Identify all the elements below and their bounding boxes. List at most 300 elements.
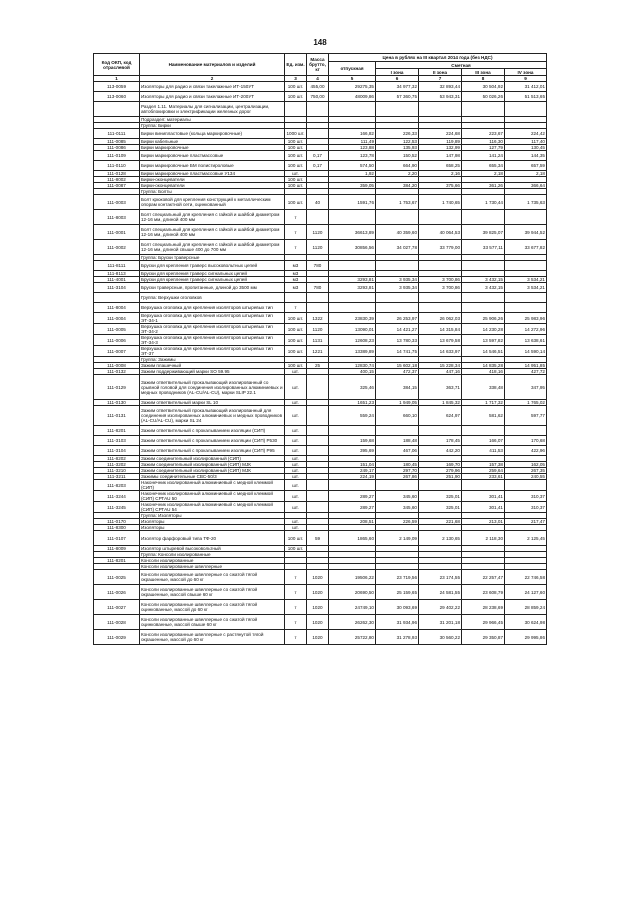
cell-name: Консоли изолированные швеллерные со сжатой тягой окрашенные, массой до 60 кг (140, 570, 285, 585)
section-row (94, 293, 547, 303)
cell-code: 111-3211 (94, 474, 140, 480)
section-title: Группа: Бруски траверсные (140, 255, 285, 261)
cell-zone-4 (505, 210, 547, 225)
empty-cell (419, 293, 462, 303)
cell-zone-4: 267,35 (505, 468, 547, 474)
cell-name: Зажим соединительный изолированный (СИП) (140, 456, 285, 462)
cell-zone-1: 23 719,56 (376, 570, 419, 585)
col-number: 9 (505, 76, 547, 82)
cell-zone-1: 664,90 (376, 161, 419, 171)
cell-mass: 1322 (307, 313, 329, 324)
cell-zone-4: 427,72 (505, 369, 547, 375)
cell-zone-1: 226,59 (376, 519, 419, 525)
cell-unit: 100 шт. (285, 183, 307, 189)
cell-zone-2: 178,45 (419, 436, 462, 446)
cell-zone-3: 29 350,87 (462, 630, 505, 645)
cell-zone-2: 169,70 (419, 462, 462, 468)
cell-zone-1: 34 027,78 (376, 240, 419, 255)
col-number: 8 (462, 76, 505, 82)
cell-unit: шт. (285, 369, 307, 375)
table-row (94, 480, 547, 491)
cell-code: 111-8203 (94, 480, 140, 491)
cell-zone-2: 447,16 (419, 369, 462, 375)
table-row (94, 82, 547, 92)
cell-zone-3 (462, 210, 505, 225)
header-release: отпускная (329, 62, 376, 76)
cell-release-price: 1651,23 (329, 400, 376, 406)
cell-zone-4: 1 765,02 (505, 400, 547, 406)
cell-release-price: 19506,22 (329, 570, 376, 585)
cell-zone-1 (376, 261, 419, 271)
cell-zone-2: 119,89 (419, 139, 462, 145)
cell-zone-4: 13 638,61 (505, 335, 547, 346)
cell-zone-3: 2 118,30 (462, 531, 505, 546)
cell-name: Бруски для крепления траверс сигнальных цепей (140, 271, 285, 277)
cell-zone-1: 297,70 (376, 468, 419, 474)
cell-mass: 1221 (307, 346, 329, 357)
cell-mass (307, 502, 329, 513)
cell-zone-3 (462, 303, 505, 313)
cell-name: Зажим поддерживающий марки SO 59.95 (140, 369, 285, 375)
cell-code: 111-0170 (94, 519, 140, 525)
cell-code: 111-8002 (94, 177, 140, 183)
cell-code: 111-3104 (94, 283, 140, 293)
cell-unit: м3 (285, 271, 307, 277)
cell-mass: 455,00 (307, 82, 329, 92)
cell-zone-4: 1 735,63 (505, 195, 547, 210)
cell-code: 111-0006 (94, 335, 140, 346)
cell-zone-2: 325,01 (419, 491, 462, 502)
cell-name: Верхушка оголовка для крепления изоляторов штыревых тип ЭТ-34-3 (140, 335, 285, 346)
cell-name: Консоли изолированные швеллерные с растянутой тягой окрашенные, массой до 60 кг (140, 630, 285, 645)
cell-code: 111-8300 (94, 525, 140, 531)
cell-mass (307, 303, 329, 313)
cell-unit: 100 шт. (285, 151, 307, 161)
table-row (94, 195, 547, 210)
cell-zone-4: 240,55 (505, 474, 547, 480)
cell-zone-4: 14 590,14 (505, 346, 547, 357)
cell-unit: 100 шт. (285, 195, 307, 210)
cell-name: Наконечник изолированный алюминиевый с медной клеммой (СИП) СРТАU 54 (140, 502, 285, 513)
cell-code: 111-8004 (94, 303, 140, 313)
cell-unit: т (285, 615, 307, 630)
cell-unit: 100 шт. (285, 139, 307, 145)
cell-zone-3: 25 906,26 (462, 313, 505, 324)
cell-zone-2: 30 560,22 (419, 630, 462, 645)
cell-name: Бирки маркировочные пластмассовые У134 (140, 171, 285, 177)
cell-mass (307, 436, 329, 446)
cell-name: Зажим соединительный изолированный (СИП) МЈК (140, 468, 285, 474)
empty-cell (285, 293, 307, 303)
cell-zone-1: 345,60 (376, 502, 419, 513)
cell-name: Наконечник изолированный алюминиевый с медной клеммой (СИП) СРТАU 50 (140, 491, 285, 502)
cell-mass (307, 446, 329, 456)
cell-unit: шт. (285, 491, 307, 502)
header-zone-2: II зона (419, 69, 462, 76)
cell-release-price: 359,05 (329, 183, 376, 189)
cell-name: Зажим ответвительный с прокалыванием изоляции (СИП) (140, 426, 285, 436)
cell-zone-4: 28 859,24 (505, 600, 547, 615)
cell-zone-4: 310,37 (505, 491, 547, 502)
cell-code: 111-0028 (94, 615, 140, 630)
table-row (94, 502, 547, 513)
cell-release-price: 29275,35 (329, 82, 376, 92)
cell-zone-4: 29 995,86 (505, 630, 547, 645)
cell-code: 111-8003 (94, 210, 140, 225)
cell-unit: шт. (285, 400, 307, 406)
empty-cell (329, 102, 376, 117)
cell-name: Болт крюковой для крепления конструкций к металлическим опорам контактной сети, оцинкованный (140, 195, 285, 210)
cell-name: Бирки маркировочные (140, 145, 285, 151)
cell-name: Бирки маркировочные БМ полистироловые (140, 161, 285, 171)
cell-zone-4: 25 983,96 (505, 313, 547, 324)
cell-zone-4: 3 534,21 (505, 283, 547, 293)
cell-zone-1: 2,20 (376, 171, 419, 177)
cell-zone-2 (419, 261, 462, 271)
cell-zone-3: 50 026,26 (462, 92, 505, 102)
section-title: Раздел 1.11. Материалы для сигнализации, централизации, автоблокировки и электрификации железных дорог (140, 102, 285, 117)
header-code: Код ОКП, код отраслевой (94, 54, 140, 76)
table-row (94, 406, 547, 426)
cell-zone-3: 233,61 (462, 474, 505, 480)
table-row (94, 303, 547, 313)
cell-zone-1: 14 741,75 (376, 346, 419, 357)
empty-cell (462, 102, 505, 117)
cell-zone-2: 29 402,22 (419, 600, 462, 615)
table-row (94, 630, 547, 645)
cell-zone-3 (462, 426, 505, 436)
cell-code: 111-0107 (94, 531, 140, 546)
cell-zone-4: 217,47 (505, 519, 547, 525)
empty-cell (376, 102, 419, 117)
cell-code: 111-0111 (94, 129, 140, 139)
empty-cell (307, 102, 329, 117)
section-title: Группа: Изоляторы (140, 513, 285, 519)
cell-zone-2 (419, 303, 462, 313)
cell-zone-3: 301,41 (462, 502, 505, 513)
cell-zone-1: 30 093,69 (376, 600, 419, 615)
cell-name: Бирки кабельные (140, 139, 285, 145)
cell-zone-4: 144,35 (505, 151, 547, 161)
cell-code: 111-3202 (94, 462, 140, 468)
cell-zone-3: 361,26 (462, 183, 505, 189)
cell-release-price: 36613,89 (329, 225, 376, 240)
cell-zone-1: 384,20 (376, 183, 419, 189)
table-row (94, 426, 547, 436)
table-row (94, 446, 547, 456)
cell-zone-1: 122,53 (376, 139, 419, 145)
cell-code: 111-3104 (94, 446, 140, 456)
cell-zone-4: 162,05 (505, 462, 547, 468)
cell-zone-4: 130,45 (505, 145, 547, 151)
cell-release-price: 26262,30 (329, 615, 376, 630)
header-zone-4: IV зона (505, 69, 547, 76)
cell-unit: 100 шт. (285, 335, 307, 346)
cell-unit: шт. (285, 462, 307, 468)
cell-zone-3 (462, 480, 505, 491)
cell-zone-3: 29 966,45 (462, 615, 505, 630)
cell-zone-3: 223,67 (462, 129, 505, 139)
cell-name: Изоляторы для радио и связи такелажные ИТ-200УТ (140, 92, 285, 102)
price-table (93, 53, 547, 645)
cell-unit: м3 (285, 283, 307, 293)
section-title: Группа: Бирки (140, 123, 285, 129)
cell-release-price: 3293,81 (329, 283, 376, 293)
cell-zone-3: 14 230,28 (462, 324, 505, 335)
table-row (94, 210, 547, 225)
cell-unit: 100 шт. (285, 531, 307, 546)
cell-code: 111-8202 (94, 456, 140, 462)
cell-release-price: 25722,80 (329, 630, 376, 645)
table-row (94, 151, 547, 161)
cell-zone-1: 40 359,60 (376, 225, 419, 240)
cell-unit: т (285, 303, 307, 313)
cell-zone-4: 39 944,52 (505, 225, 547, 240)
cell-name: Зажим соединительный изолированный (СИП) МЈК (140, 462, 285, 468)
cell-code: 111-0132 (94, 369, 140, 375)
cell-zone-1: 13 780,33 (376, 335, 419, 346)
cell-zone-4: 22 746,58 (505, 570, 547, 585)
header-mass: Масса брутто, кг (307, 54, 329, 76)
cell-release-price (329, 210, 376, 225)
cell-mass: 1120 (307, 225, 329, 240)
cell-code: 111-8111 (94, 261, 140, 271)
header-unit: Ед. изм. (285, 54, 307, 76)
cell-zone-2: 15 228,34 (419, 363, 462, 369)
table-row (94, 346, 547, 357)
section-row (94, 102, 547, 117)
cell-zone-1: 180,45 (376, 462, 419, 468)
table-row (94, 129, 547, 139)
cell-unit: шт. (285, 474, 307, 480)
table-row (94, 615, 547, 630)
cell-name: Зажимы соединительные СВС-50/3 (140, 474, 285, 480)
header-name: Наименование материалов и изделий (140, 54, 285, 76)
cell-code: 111-3210 (94, 468, 140, 474)
cell-code: 111-8201 (94, 426, 140, 436)
cell-mass (307, 375, 329, 400)
section-title: Подраздел: материалы (140, 117, 285, 123)
cell-zone-1: 15 602,18 (376, 363, 419, 369)
cell-zone-4: 51 513,65 (505, 92, 547, 102)
cell-zone-1: 31 934,96 (376, 615, 419, 630)
cell-zone-4: 224,42 (505, 129, 547, 139)
cell-zone-2: 147,98 (419, 151, 462, 161)
cell-zone-4 (505, 426, 547, 436)
cell-release-price: 12608,23 (329, 335, 376, 346)
table-row (94, 161, 547, 171)
cell-code: 111-0130 (94, 400, 140, 406)
cell-release-price: 224,19 (329, 474, 376, 480)
table-row (94, 324, 547, 335)
empty-cell (285, 102, 307, 117)
cell-mass: 1020 (307, 570, 329, 585)
cell-zone-1: 3 935,34 (376, 277, 419, 283)
cell-zone-1: 188,48 (376, 436, 419, 446)
cell-zone-4: 33 677,82 (505, 240, 547, 255)
table-row (94, 600, 547, 615)
cell-unit: т (285, 240, 307, 255)
cell-zone-3: 13 597,82 (462, 335, 505, 346)
cell-name: Зажим ответвительный прокалывающий изолированный со срывной головой для соединения изолированных алюминиевых и медных проводников (AL-CU/AL-CU), марки SLIP 22.1 (140, 375, 285, 400)
cell-zone-1 (376, 210, 419, 225)
cell-release-price: 48009,86 (329, 92, 376, 102)
cell-release-price: 574,50 (329, 161, 376, 171)
cell-zone-4: 657,59 (505, 161, 547, 171)
cell-unit: шт. (285, 456, 307, 462)
cell-zone-4: 597,77 (505, 406, 547, 426)
cell-unit: т (285, 630, 307, 645)
cell-name: Изоляторы (140, 519, 285, 525)
cell-mass: 1120 (307, 324, 329, 335)
cell-unit: 100 шт. (285, 161, 307, 171)
section-title: Группа: Зажимы (140, 357, 285, 363)
cell-zone-1: 345,60 (376, 491, 419, 502)
cell-name: Зажим плашечный (140, 363, 285, 369)
cell-zone-2: 363,71 (419, 375, 462, 400)
cell-unit: м3 (285, 277, 307, 283)
cell-unit: 100 шт. (285, 546, 307, 552)
cell-mass: 1020 (307, 585, 329, 600)
cell-release-price: 24749,10 (329, 600, 376, 615)
cell-unit: т (285, 585, 307, 600)
cell-zone-1: 135,93 (376, 145, 419, 151)
cell-zone-4: 422,96 (505, 446, 547, 456)
table-row (94, 491, 547, 502)
cell-zone-1: 34 977,32 (376, 82, 419, 92)
cell-release-price: 1865,60 (329, 531, 376, 546)
cell-zone-3: 141,24 (462, 151, 505, 161)
cell-release-price: 1,92 (329, 171, 376, 177)
cell-code: 111-3244 (94, 491, 140, 502)
cell-zone-3: 127,79 (462, 145, 505, 151)
cell-release-price: 111,49 (329, 139, 376, 145)
cell-mass: 1020 (307, 615, 329, 630)
cell-unit: 100 шт. (285, 92, 307, 102)
cell-mass: 1131 (307, 335, 329, 346)
cell-zone-3: 1 717,32 (462, 400, 505, 406)
cell-mass: 59 (307, 531, 329, 546)
cell-zone-2: 14 315,84 (419, 324, 462, 335)
cell-code: 113-0060 (94, 92, 140, 102)
cell-zone-3: 157,38 (462, 462, 505, 468)
cell-name: Верхушка оголовка для крепления изоляторов штыревых тип ЭТ-37 (140, 346, 285, 357)
cell-name: Консоли изолированные швеллерные со сжатой тягой окрашенные, массой свыше 60 кг (140, 585, 285, 600)
section-title: Группа: Болты (140, 189, 285, 195)
cell-unit: шт. (285, 519, 307, 525)
cell-name: Наконечник изолированный алюминиевый с медной клеммой (СИП) (140, 480, 285, 491)
cell-mass: 0,17 (307, 161, 329, 171)
cell-unit: 100 шт. (285, 363, 307, 369)
cell-name: Изоляторы (140, 525, 285, 531)
cell-code: 111-0005 (94, 324, 140, 335)
cell-name: Бруски для крепления траверс высоковольтных цепей (140, 261, 285, 271)
cell-code: 111-3103 (94, 436, 140, 446)
cell-release-price: 30856,56 (329, 240, 376, 255)
cell-zone-3: 33 577,11 (462, 240, 505, 255)
header-zone-3: III зона (462, 69, 505, 76)
cell-zone-2: 31 201,18 (419, 615, 462, 630)
cell-mass: 1020 (307, 600, 329, 615)
cell-code: 113-0059 (94, 82, 140, 92)
cell-zone-2: 14 633,97 (419, 346, 462, 357)
empty-cell (505, 293, 547, 303)
cell-unit: м3 (285, 261, 307, 271)
empty-cell (329, 293, 376, 303)
cell-name: Бирки маркировочные пластмассовые (140, 151, 285, 161)
cell-mass: 1020 (307, 630, 329, 645)
table-row (94, 313, 547, 324)
cell-mass (307, 480, 329, 491)
cell-zone-2: 1 845,32 (419, 400, 462, 406)
cell-name: Бирки-оконцеватели (140, 177, 285, 183)
cell-zone-2: 2,16 (419, 171, 462, 177)
table-row (94, 375, 547, 400)
cell-name: Изолятор штыревой высоковольтный (140, 546, 285, 552)
cell-zone-3: 3 432,15 (462, 283, 505, 293)
cell-code: 111-0027 (94, 600, 140, 615)
cell-zone-4: 3 534,21 (505, 277, 547, 283)
cell-code: 111-0109 (94, 151, 140, 161)
cell-name: Изоляторы для радио и связи такелажные ИТ-150УТ (140, 82, 285, 92)
cell-zone-1: 3 935,34 (376, 283, 419, 293)
cell-zone-2: 3 700,86 (419, 283, 462, 293)
cell-zone-2: 3 700,86 (419, 277, 462, 283)
cell-zone-3: 3 432,15 (462, 277, 505, 283)
cell-code: 111-0007 (94, 346, 140, 357)
cell-zone-1: 14 421,27 (376, 324, 419, 335)
cell-name: Зажим ответвительный марки SL 10 (140, 400, 285, 406)
cell-name: Консоли изолированные швеллерные со сжатой тягой оцинкованные, массой до 60 кг (140, 600, 285, 615)
cell-code: 111-0086 (94, 145, 140, 151)
cell-zone-2: 251,90 (419, 474, 462, 480)
cell-unit: шт. (285, 375, 307, 400)
cell-mass: 1120 (307, 240, 329, 255)
table-row (94, 335, 547, 346)
cell-zone-3: 14 546,51 (462, 346, 505, 357)
cell-zone-4: 117,40 (505, 139, 547, 145)
cell-zone-2: 2 130,65 (419, 531, 462, 546)
cell-unit: 100 шт. (285, 145, 307, 151)
cell-unit: 100 шт. (285, 313, 307, 324)
cell-zone-2: 40 064,53 (419, 225, 462, 240)
cell-zone-3: 418,16 (462, 369, 505, 375)
cell-code: 111-0129 (94, 375, 140, 400)
cell-zone-2 (419, 480, 462, 491)
cell-code: 111-8113 (94, 271, 140, 277)
cell-mass: 750,00 (307, 92, 329, 102)
cell-unit: шт. (285, 480, 307, 491)
empty-cell (376, 293, 419, 303)
cell-release-price (329, 303, 376, 313)
cell-zone-2: 1 740,65 (419, 195, 462, 210)
cell-release-price: 159,68 (329, 436, 376, 446)
cell-zone-3 (462, 261, 505, 271)
table-row (94, 436, 547, 446)
cell-release-price (329, 426, 376, 436)
cell-unit: 100 шт. (285, 324, 307, 335)
cell-release-price: 325,46 (329, 375, 376, 400)
cell-unit: шт. (285, 502, 307, 513)
cell-unit: т (285, 225, 307, 240)
cell-mass (307, 406, 329, 426)
cell-unit: т (285, 570, 307, 585)
cell-release-price: 123,88 (329, 145, 376, 151)
cell-unit: шт. (285, 406, 307, 426)
cell-name: Болт специальный для крепления с гайкой и шайбой диаметром 12-16 мм, длиной 400 мм (140, 225, 285, 240)
cell-zone-1: 31 278,93 (376, 630, 419, 645)
table-body (94, 82, 547, 645)
